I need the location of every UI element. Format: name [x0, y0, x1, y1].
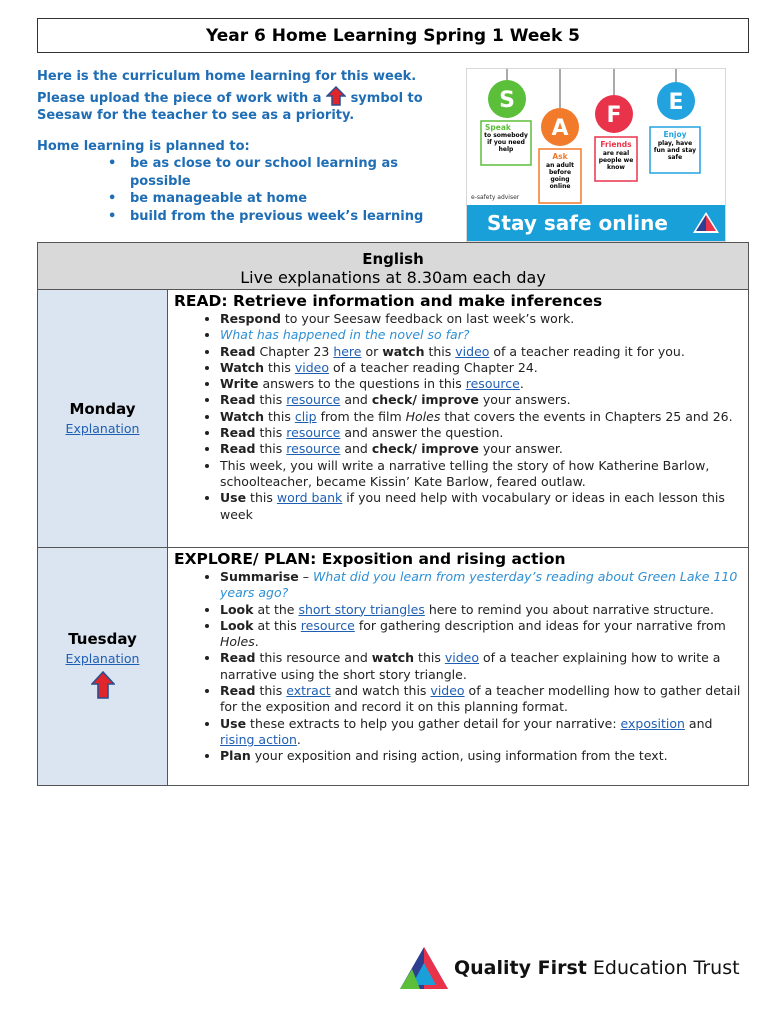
task-item — [220, 360, 744, 376]
task-text: this — [264, 359, 295, 375]
task-item: • This week, you will write a narrative telling the story of how Katherine Barlow, schoolteacher, became Kissin’ Kate Barlow, feared outlaw. — [220, 458, 744, 491]
planned-item: • build from the previous week’s learning — [130, 208, 457, 226]
explanation-link[interactable]: Explanation — [65, 650, 140, 666]
ask-text: an adult before going online — [546, 162, 574, 190]
day-name: Tuesday — [68, 629, 137, 648]
friends-title: Friends — [600, 140, 632, 149]
page-title — [37, 18, 749, 53]
task-verb: Read — [220, 441, 256, 457]
task-text: this — [255, 425, 287, 441]
intro-text — [37, 68, 457, 225]
task-item — [220, 683, 744, 716]
task-text: . — [254, 634, 259, 650]
enjoy-title: Enjoy — [663, 130, 687, 139]
resource-link[interactable]: resource — [300, 617, 355, 633]
subject-title: English — [362, 250, 424, 268]
video-link[interactable]: video — [430, 683, 465, 699]
speak-title: Speak — [485, 123, 511, 132]
day-cell-monday — [38, 290, 168, 548]
short-story-triangles-link[interactable]: short story triangles — [298, 601, 425, 617]
task-item — [220, 650, 744, 683]
monday-tasks — [174, 311, 744, 523]
task-verb: watch — [382, 343, 425, 359]
word-bank-link[interactable]: word bank — [276, 490, 343, 506]
task-text: this — [255, 441, 287, 457]
task-text: of a teacher modelling how to gather detail for the exposition and record it on this planning format. — [220, 683, 741, 715]
page-title-text: Year 6 Home Learning Spring 1 Week 5 — [205, 25, 581, 46]
letter-f: F — [606, 103, 622, 128]
task-item — [220, 425, 744, 441]
video-link[interactable]: video — [444, 650, 479, 666]
exposition-link[interactable]: exposition — [620, 715, 685, 731]
task-text: that covers the events in Chapters 25 and 26. — [440, 408, 733, 424]
task-verb: Look — [220, 617, 254, 633]
intro-line-2 — [37, 86, 457, 108]
planned-list — [37, 155, 457, 225]
letter-a: A — [551, 116, 569, 141]
video-link[interactable]: video — [294, 359, 329, 375]
day-cell-tuesday — [38, 548, 168, 786]
safe-banner-text: Stay safe online — [487, 211, 668, 235]
advisor-label: e-safety adviser — [471, 194, 520, 201]
enjoy-text: play, have fun and stay safe — [653, 140, 697, 161]
task-verb: Watch — [220, 408, 265, 424]
task-text: or — [361, 343, 383, 359]
task-text: and — [684, 715, 713, 731]
resource-link[interactable]: resource — [286, 425, 341, 441]
task-verb: check/ improve — [371, 441, 479, 457]
task-text: your answer. — [478, 441, 563, 457]
task-verb: Read — [220, 392, 256, 408]
planned-item: • be manageable at home — [130, 190, 457, 208]
task-text: these extracts to help you gather detail for your narrative: — [246, 715, 621, 731]
priority-arrow-icon — [91, 670, 115, 700]
task-text: . — [519, 376, 524, 392]
task-text: from the film — [316, 408, 406, 424]
task-item — [220, 569, 744, 602]
task-item — [220, 618, 744, 651]
task-title: Holes — [405, 408, 441, 424]
intro-line-3: Seesaw for the teacher to see as a priority. — [37, 108, 355, 123]
monday-content — [168, 290, 749, 548]
task-text: . — [296, 731, 301, 747]
task-text: this — [414, 650, 445, 666]
trust-logo-icon — [691, 209, 721, 239]
tuesday-content — [168, 548, 749, 786]
task-question: What has happened in the novel so far? — [220, 327, 470, 343]
task-item — [220, 602, 744, 618]
rising-action-link[interactable]: rising action — [220, 731, 297, 747]
task-text: of a teacher reading it for you. — [489, 343, 685, 359]
task-item — [220, 409, 744, 425]
task-text: at the — [253, 601, 299, 617]
task-text: and — [340, 441, 372, 457]
task-text: and — [340, 392, 372, 408]
task-verb: Read — [220, 343, 256, 359]
clip-link[interactable]: clip — [294, 408, 317, 424]
task-verb: Summarise — [220, 569, 299, 584]
footer-brand — [454, 957, 740, 979]
task-text: this — [264, 408, 295, 424]
footer-brand-bold: Quality First — [454, 957, 587, 979]
resource-link[interactable]: resource — [465, 376, 520, 392]
section-heading: EXPLORE/ PLAN: Exposition and rising action — [174, 550, 566, 568]
task-item — [220, 716, 744, 749]
task-text: at this — [253, 617, 301, 633]
ask-title: Ask — [552, 152, 568, 161]
task-text: to your Seesaw feedback on last week’s work. — [280, 311, 575, 326]
task-verb: Respond — [220, 311, 281, 326]
stay-safe-poster — [466, 68, 726, 242]
task-item — [220, 376, 744, 392]
task-item — [220, 392, 744, 408]
task-verb: Read — [220, 650, 256, 666]
task-verb: Look — [220, 601, 254, 617]
resource-link[interactable]: resource — [286, 441, 341, 457]
task-verb: check/ improve — [371, 392, 479, 408]
intro-line-1: Here is the curriculum home learning for this week. — [37, 69, 417, 84]
task-text: this — [424, 343, 456, 359]
task-item — [220, 311, 744, 327]
task-verb: Use — [220, 715, 247, 731]
task-text: your answers. — [478, 392, 571, 408]
speak-text: to somebody if you need help — [484, 132, 528, 153]
task-text: if you need help with vocabulary or ideas in each lesson this week — [220, 490, 725, 522]
footer-logo — [398, 945, 740, 991]
task-text: for gathering description and ideas for your narrative from — [354, 617, 726, 633]
planned-heading: Home learning is planned to: — [37, 138, 250, 154]
task-text: and answer the question. — [340, 425, 504, 441]
section-heading: READ: Retrieve information and make inferences — [174, 292, 603, 310]
task-text: your exposition and rising action, using information from the text. — [250, 748, 668, 764]
task-question: What did you learn from yesterday’s reading about Green Lake 110 years ago? — [220, 569, 738, 601]
priority-arrow-icon — [326, 86, 346, 106]
task-title: Holes — [220, 634, 255, 650]
letter-s: S — [499, 88, 515, 113]
task-item — [220, 441, 744, 457]
task-verb: Use — [220, 490, 247, 506]
task-verb: Write — [220, 376, 259, 392]
task-text: this — [255, 392, 287, 408]
resource-link[interactable]: resource — [286, 392, 341, 408]
day-name: Monday — [69, 400, 136, 418]
task-text: this — [246, 490, 277, 506]
footer-brand-rest: Education Trust — [586, 957, 740, 979]
planned-item: • be as close to our school learning as possible — [130, 155, 457, 190]
subject-subtitle: Live explanations at 8.30am each day — [240, 268, 546, 287]
table-header — [38, 243, 749, 290]
letter-e: E — [668, 90, 684, 115]
task-item — [220, 344, 744, 360]
task-item — [220, 490, 744, 523]
friends-text: are real people we know — [598, 150, 634, 171]
task-item — [220, 748, 744, 764]
task-verb: Read — [220, 425, 256, 441]
task-text: and watch this — [330, 683, 431, 699]
task-text: answers to the questions in this — [258, 376, 466, 392]
video-link[interactable]: video — [455, 343, 490, 359]
task-verb: Plan — [220, 748, 251, 764]
task-verb: watch — [371, 650, 415, 666]
task-item — [220, 327, 744, 343]
intro-line-2a: Please upload the piece of work with a — [37, 90, 327, 106]
task-text: – — [298, 569, 313, 584]
task-text: of a teacher reading Chapter 24. — [328, 359, 538, 375]
explanation-link[interactable]: Explanation — [65, 421, 140, 436]
task-verb: Read — [220, 683, 256, 699]
task-text: Chapter 23 — [255, 343, 334, 359]
task-verb: Watch — [220, 359, 265, 375]
task-text: this — [255, 683, 287, 699]
task-text: here to remind you about narrative structure. — [424, 601, 714, 617]
here-link[interactable]: here — [333, 343, 362, 359]
extract-link[interactable]: extract — [286, 683, 331, 699]
tuesday-tasks — [174, 569, 744, 765]
task-text: of a teacher explaining how to write a narrative using the short story triangle. — [220, 650, 721, 682]
task-text: this resource and — [255, 650, 372, 666]
quality-first-logo-icon — [398, 945, 450, 991]
intro-line-2b: symbol to — [346, 90, 423, 106]
english-table — [37, 242, 749, 786]
